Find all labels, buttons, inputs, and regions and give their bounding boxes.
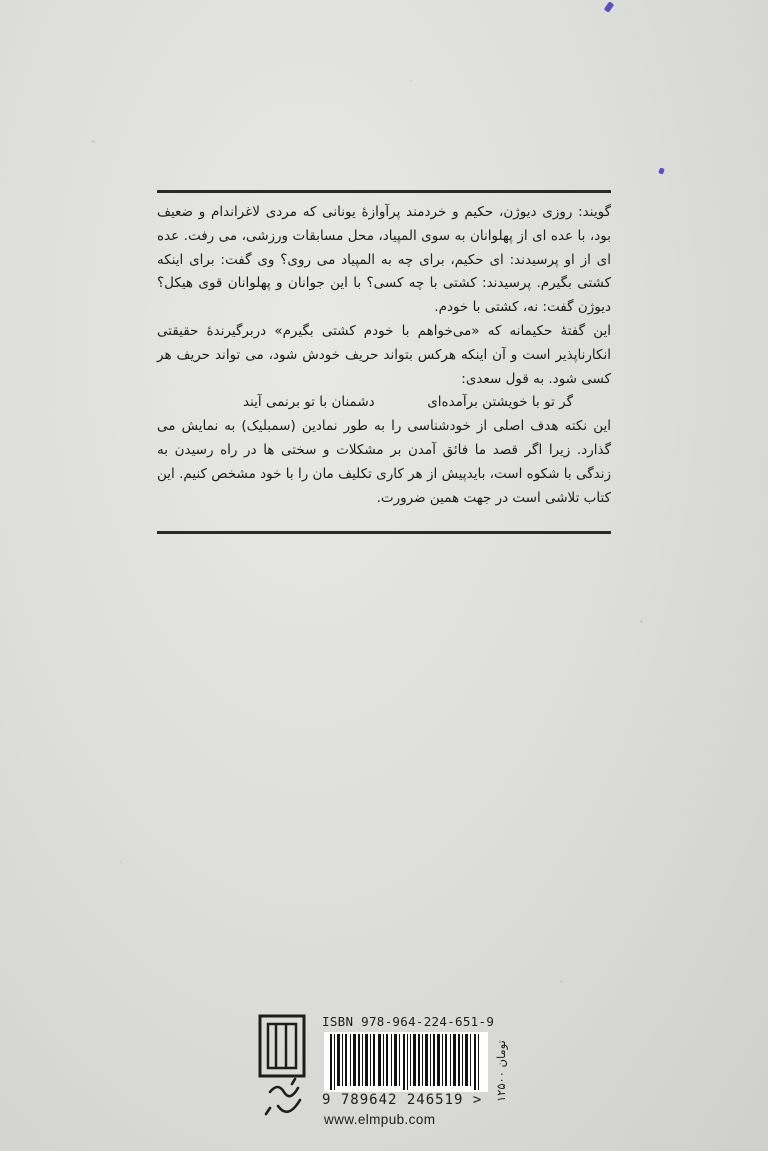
pen-mark [658,167,665,174]
saadi-verse [157,391,611,415]
publisher-website: www.elmpub.com [324,1112,436,1127]
pen-mark [604,1,615,13]
blurb-text [157,201,611,510]
publisher-info [258,1014,514,1132]
publisher-logo-icon [258,1014,320,1124]
paper-speck [560,980,563,983]
isbn-label: ISBN 978-964-224-651-9 [322,1014,495,1029]
barcode-icon [324,1032,488,1092]
barcode-digits: 9 789642 246519 > [322,1092,483,1108]
paper-speck [640,620,643,623]
bottom-rule [157,531,611,534]
paragraph-closing: این نکته هدف اصلی از خودشناسی را به طور نمادین (سمبلیک) به نمایش می گذارد. زیرا اگر قصد ما فائق آمدن بر مشکلات و سختی ها در راه رسیدن به زندگی با شکوه است، بایدپیش از هر کاری تکلیف مان را با خود مشخص کنیم. این کتاب تلاشی است در جهت همین ضرورت. [157,418,611,506]
paper-speck [92,140,95,143]
verse-left-hemistich: دشمنان با تو برنمی آیند [243,394,375,411]
paragraph-quote: این گفتهٔ حکیمانه که «می‌خواهم با خودم کشتی بگیرم» دربرگیرندهٔ حقیقتی انکارناپذیر است و آن اینکه هرکس بتواند حریف خودش شود، می تواند حریف هر کسی شود. به قول سعدی: [157,322,611,387]
verse-right-hemistich: گر تو با خویشتن برآمده‌ای [427,394,573,411]
price-label: ۱۲۵۰۰ تومان [494,1040,508,1102]
paper-speck [120,860,122,862]
paragraph-story: گویند: روزی دیوژن، حکیم و خردمند پرآوازهٔ یونانی که مردی لاغراندام و ضعیف بود، با عده ای از پهلوانان به سوی المپیاد، محل مسابقات ورزشی، می رفت. عده ای از او پرسیدند: ای حکیم، برای چه به المپیاد می روی؟ وی گفت: برای اینکه کشتی بگیرم. پرسیدند: کشتی با چه کسی؟ با این جوانان و پهلوانان قوی هیکل؟ دیوژن گفت: نه، کشتی با خودم. [157,204,611,316]
paper-speck [410,80,412,82]
top-rule [157,190,611,193]
